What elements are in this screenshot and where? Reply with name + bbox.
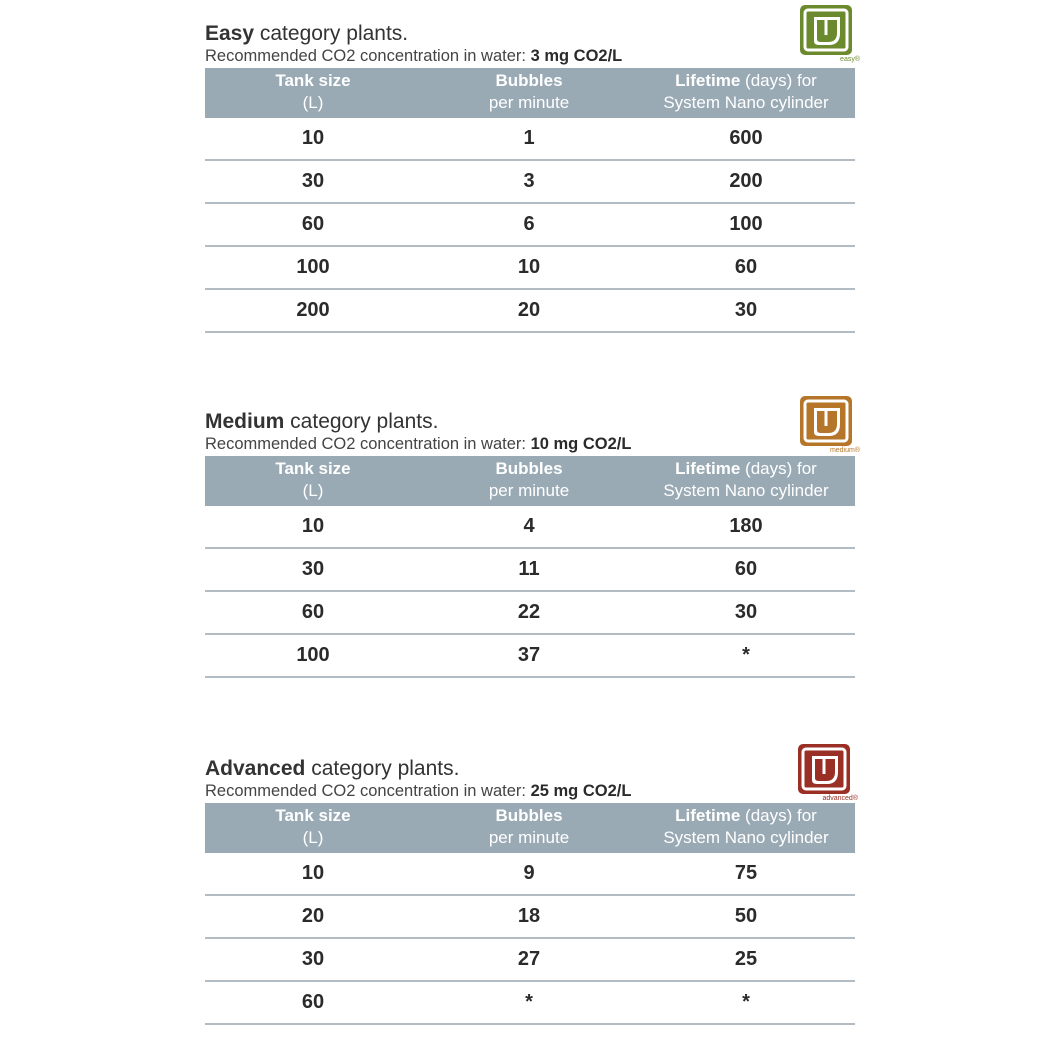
table-cell: 200: [205, 289, 421, 332]
table-cell: 4: [421, 506, 637, 548]
table-row: [205, 548, 855, 591]
table-header: [205, 68, 855, 118]
medium-recommendation: Recommended CO2 concentration in water: 10 mg CO2/L: [205, 435, 632, 453]
table-cell: 37: [421, 634, 637, 677]
leaf-badge: [800, 396, 852, 446]
leaf-icon: [800, 5, 852, 55]
table-header: [205, 803, 855, 853]
table-cell: 30: [205, 160, 421, 203]
table-header: [205, 456, 855, 506]
table-cell: 100: [637, 203, 855, 246]
table-cell: 9: [421, 853, 637, 895]
table-row: [205, 203, 855, 246]
table-cell: 100: [205, 634, 421, 677]
lifetime-header: Lifetime (days) for System Nano cylinder: [637, 68, 855, 118]
medium-heading: Medium category plants.: [205, 410, 439, 433]
medium-leaf-icon: [800, 396, 860, 456]
table-cell: 27: [421, 938, 637, 981]
table-cell: 3: [421, 160, 637, 203]
table-cell: 20: [421, 289, 637, 332]
medium-table: [205, 456, 855, 678]
advanced-badge-label: advanced®: [822, 795, 858, 802]
table-cell: 50: [637, 895, 855, 938]
table-cell: 60: [205, 203, 421, 246]
table-cell: 600: [637, 118, 855, 160]
tank-size-header: Tank size (L): [205, 68, 421, 118]
easy-recommendation: Recommended CO2 concentration in water: 3 mg CO2/L: [205, 47, 623, 65]
advanced-leaf-icon: [798, 744, 858, 804]
table-cell: 60: [205, 981, 421, 1024]
tank-size-header: Tank size (L): [205, 456, 421, 506]
table-row: [205, 938, 855, 981]
table-cell: 60: [637, 548, 855, 591]
easy-section: [205, 22, 855, 333]
medium-badge-label: medium®: [829, 447, 860, 454]
table-row: [205, 118, 855, 160]
table-row: [205, 981, 855, 1024]
table-cell: 25: [637, 938, 855, 981]
table-cell: *: [637, 981, 855, 1024]
table-cell: 60: [205, 591, 421, 634]
table-cell: 30: [205, 938, 421, 981]
easy-table: [205, 68, 855, 333]
table-cell: 200: [637, 160, 855, 203]
table-row: [205, 895, 855, 938]
leaf-icon: [800, 396, 852, 446]
table-cell: 30: [637, 591, 855, 634]
bubbles-header: Bubbles per minute: [421, 803, 637, 853]
advanced-section: [205, 757, 855, 1025]
easy-leaf-icon: [800, 5, 860, 65]
advanced-heading: Advanced category plants.: [205, 757, 460, 780]
table-cell: 100: [205, 246, 421, 289]
table-row: [205, 591, 855, 634]
table-cell: 11: [421, 548, 637, 591]
table-cell: 10: [205, 506, 421, 548]
table-row: [205, 246, 855, 289]
table-row: [205, 160, 855, 203]
bubbles-header: Bubbles per minute: [421, 68, 637, 118]
lifetime-header: Lifetime (days) for System Nano cylinder: [637, 456, 855, 506]
lifetime-header: Lifetime (days) for System Nano cylinder: [637, 803, 855, 853]
advanced-table: [205, 803, 855, 1025]
easy-heading: Easy category plants.: [205, 22, 409, 45]
table-cell: 10: [205, 853, 421, 895]
bubbles-header: Bubbles per minute: [421, 456, 637, 506]
table-cell: 1: [421, 118, 637, 160]
table-cell: *: [637, 634, 855, 677]
table-row: [205, 506, 855, 548]
table-cell: 6: [421, 203, 637, 246]
table-row: [205, 289, 855, 332]
table-cell: 10: [205, 118, 421, 160]
table-cell: 30: [205, 548, 421, 591]
table-cell: 20: [205, 895, 421, 938]
leaf-badge: [800, 5, 852, 55]
leaf-icon: [798, 744, 850, 794]
table-cell: 75: [637, 853, 855, 895]
table-cell: 18: [421, 895, 637, 938]
table-row: [205, 853, 855, 895]
leaf-badge: [798, 744, 850, 794]
table-cell: 22: [421, 591, 637, 634]
tank-size-header: Tank size (L): [205, 803, 421, 853]
table-cell: 60: [637, 246, 855, 289]
table-cell: 10: [421, 246, 637, 289]
easy-badge-label: easy®: [840, 56, 860, 63]
table-cell: 180: [637, 506, 855, 548]
advanced-recommendation: Recommended CO2 concentration in water: 25 mg CO2/L: [205, 782, 632, 800]
table-cell: *: [421, 981, 637, 1024]
table-cell: 30: [637, 289, 855, 332]
table-row: [205, 634, 855, 677]
medium-section: [205, 410, 855, 678]
